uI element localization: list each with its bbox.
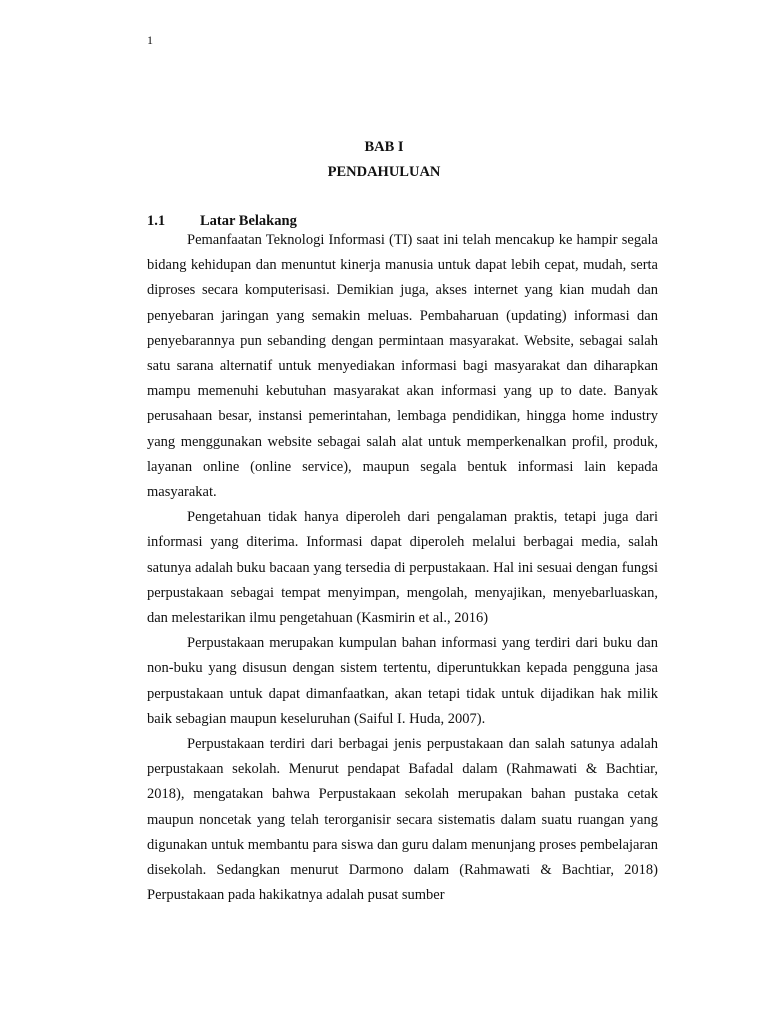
section-number: 1.1 <box>147 213 166 229</box>
body-text <box>147 228 658 908</box>
section-title: Latar Belakang <box>200 213 297 229</box>
paragraph: Pengetahuan tidak hanya diperoleh dari pengalaman praktis, tetapi juga dari informasi yang diterima. Informasi dapat diperoleh melalui berbagai media, salah satunya adalah buku bacaan yang tersedia di perpustakaan. Hal ini sesuai dengan fungsi perpustakaan sebagai tempat menyimpan, mengolah, menyajikan, menyebarluaskan, dan melestarikan ilmu pengetahuan (Kasmirin et al., 2016) <box>147 509 658 627</box>
page-number: 1 <box>147 33 153 47</box>
paragraph: Perpustakaan merupakan kumpulan bahan informasi yang terdiri dari buku dan non-buku yang disusun dengan sistem tertentu, diperuntukkan kepada pengguna jasa perpustakaan untuk dapat dimanfaatkan, akan tetapi tidak untuk dijadikan hak milik baik sebagian maupun keseluruhan (Saiful I. Huda, 2007). <box>147 635 658 727</box>
chapter-label: BAB I <box>364 139 404 155</box>
paragraph: Pemanfaatan Teknologi Informasi (TI) saat ini telah mencakup ke hampir segala bidang kehidupan dan menuntut kinerja manusia untuk dapat lebih cepat, mudah, serta diproses secara komputerisasi. Demikian juga, akses internet yang kian mudah dan penyebaran jaringan yang semakin meluas. Pembaharuan (updating) informasi dan penyebarannya pun sebanding dengan permintaan masyarakat. Website, sebagai salah satu sarana alternatif untuk menyediakan informasi bagi masyarakat dan diharapkan mampu memenuhi kebutuhan masyarakat akan informasi yang up to date. Banyak perusahaan besar, instansi pemerintahan, lembaga pendidikan, hingga home industry yang menggunakan website sebagai salah alat untuk memperkenalkan profil, produk, layanan online (online service), maupun segala bentuk informasi lain kepada masyarakat. <box>147 232 658 501</box>
chapter-title: PENDAHULUAN <box>327 164 441 180</box>
paragraph: Perpustakaan terdiri dari berbagai jenis perpustakaan dan salah satunya adalah perpustakaan sekolah. Menurut pendapat Bafadal dalam (Rahmawati & Bachtiar, 2018), mengatakan bahwa Perpustakaan sekolah merupakan bahan pustaka cetak maupun noncetak yang telah terorganisir secara sistematis dalam suatu ruangan yang digunakan untuk membantu para siswa dan guru dalam menunjang proses pembelajaran disekolah. Sedangkan menurut Darmono dalam (Rahmawati & Bachtiar, 2018) Perpustakaan pada hakikatnya adalah pusat sumber <box>147 736 658 904</box>
